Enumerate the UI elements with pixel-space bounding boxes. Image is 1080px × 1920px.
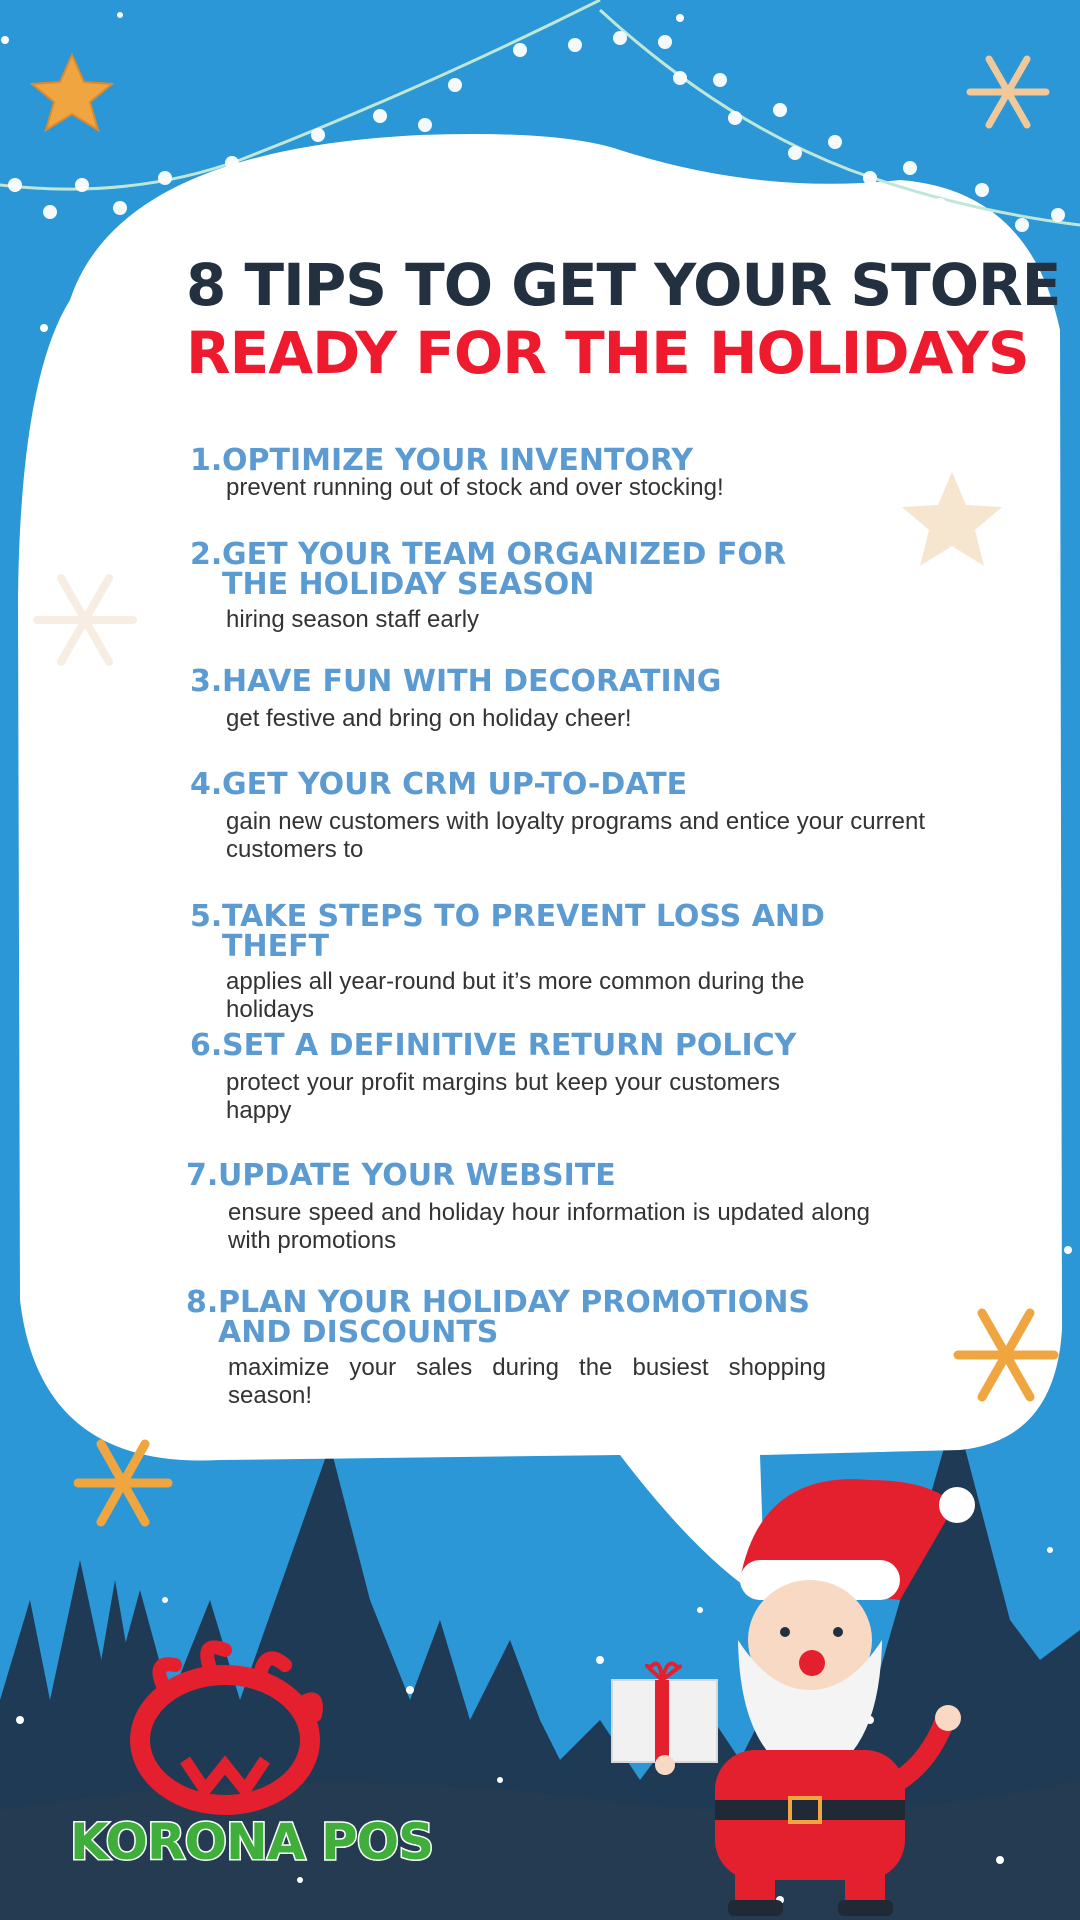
tip-body: maximize your sales during the busiest shopping season! [228,1354,826,1409]
tip-5 [190,899,925,1024]
tip-heading: HAVE FUN WITH DECORATING [222,664,722,699]
tip-4 [190,767,925,864]
tip-number: 5. [190,899,223,934]
tip-body: hiring season staff early [226,606,480,633]
tip-3 [190,664,930,733]
tip-number: 8. [186,1285,219,1320]
tip-number: 2. [190,537,223,572]
tip-6 [190,1028,797,1125]
tip-2 [190,537,870,634]
tip-heading: PLAN YOUR HOLIDAY PROMOTIONS AND DISCOUNTS [218,1285,811,1350]
tip-heading: OPTIMIZE YOUR INVENTORY [222,443,694,478]
title-line-1: 8 TIPS TO GET YOUR STORE [186,251,1061,319]
tip-body: applies all year-round but it’s more common during the holidays [226,968,805,1023]
gift-box-icon [612,1664,717,1775]
tip-number: 4. [190,767,223,802]
tip-body: prevent running out of stock and over stocking! [226,474,724,501]
title-line-2: READY FOR THE HOLIDAYS [186,319,1029,387]
tip-body: ensure speed and holiday hour information is updated along with promotions [228,1199,870,1254]
tip-body: gain new customers with loyalty programs and entice your current customers to [226,808,925,863]
tip-number: 7. [186,1158,219,1193]
tip-heading: SET A DEFINITIVE RETURN POLICY [222,1028,797,1063]
tip-number: 6. [190,1028,223,1063]
tip-body: get festive and bring on holiday cheer! [226,705,632,732]
tip-1 [190,443,930,502]
tip-heading: UPDATE YOUR WEBSITE [218,1158,616,1193]
tip-body: protect your profit margins but keep your customers happy [226,1069,780,1124]
tip-heading: TAKE STEPS TO PREVENT LOSS AND THEFT [222,899,825,964]
tip-number: 1. [190,443,223,478]
tip-heading: GET YOUR CRM UP-TO-DATE [222,767,688,802]
korona-pos-logo: KORONA POS [70,1813,434,1871]
tip-8 [186,1285,826,1410]
tip-number: 3. [190,664,223,699]
tip-7 [186,1158,870,1255]
tip-heading: GET YOUR TEAM ORGANIZED FOR THE HOLIDAY SEASON [222,537,786,602]
